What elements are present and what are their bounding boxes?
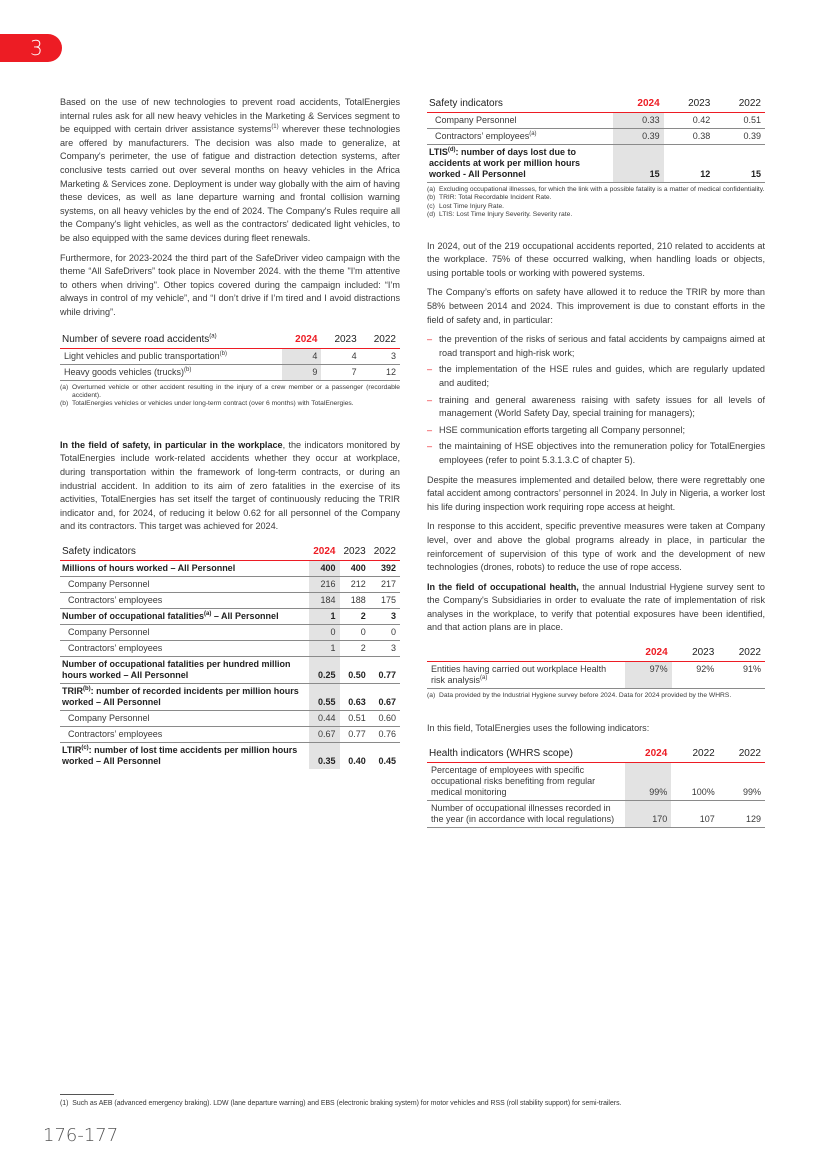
road-accidents-table xyxy=(60,332,400,381)
chapter-tab: 3 xyxy=(0,34,62,62)
health-risk-analysis-table xyxy=(427,645,765,689)
table-header-title: Health indicators (WHRS scope) xyxy=(427,746,625,763)
health-indicators-table xyxy=(427,746,765,828)
footnote-divider xyxy=(60,1094,114,1095)
paragraph-fatal-accident: Despite the measures implemented and detailed below, there were regrettably one fatal accident among contractors’ personnel in 2024. In July in Nigeria, a worker lost his life during inspection work requiring rope access at height. xyxy=(427,474,765,512)
table-row: TRIR$^{(b)}$: number of recorded incidents per million hours worked – All Personnel 0.55 0.63 0.67 xyxy=(60,683,400,710)
year-header: 2023 xyxy=(672,645,719,662)
year-header: 2024 xyxy=(625,645,672,662)
left-column xyxy=(60,96,400,769)
table-row: Entities having carried out workplace Health risk analysis$^{(a)}$ 97% 92% 91% xyxy=(427,662,765,689)
footnote: (1) Such as AEB (advanced emergency braking). LDW (lane departure warning) and EBS (electronic braking system) for motor vehicles and RSS (roll stability support) for semi-trailers. xyxy=(60,1100,622,1107)
year-header: 2023 xyxy=(321,332,360,349)
list-item: – training and general awareness raising with safety issues for all levels of management (World Safety Day, special training for managers); xyxy=(427,394,765,421)
efforts-list xyxy=(427,333,765,467)
table-row: LTIS$^{(d)}$: number of days lost due to accidents at work per million hours worked - All Personnel 15 12 15 xyxy=(427,145,765,183)
table-row: Contractors’ employees 0.67 0.77 0.76 xyxy=(60,726,400,742)
list-item: – the maintaining of HSE objectives into the remuneration policy for TotalEnergies employees (refer to point 5.3.1.3.C of chapter 5). xyxy=(427,440,765,467)
table-notes: (a) Excluding occupational illnesses, for which the link with a possible fatality is a matter of medical confidentiality. (b) TRIR: Total Recordable Incident Rate. (c) Lost Time Injury Rate. (d) LTIS: Lost Time Injury Severity. Severity rate. xyxy=(427,186,765,219)
paragraph-indicators-intro: In this field, TotalEnergies uses the following indicators: xyxy=(427,723,650,734)
table-row: Contractors’ employees 184 188 175 xyxy=(60,592,400,608)
year-header: 2022 xyxy=(671,746,718,763)
safety-indicators-table xyxy=(60,544,400,769)
safety-indicators-table-continued xyxy=(427,96,765,183)
table-header-title: Safety indicators xyxy=(427,96,613,113)
year-header: 2022 xyxy=(719,746,765,763)
table-row: Heavy goods vehicles (trucks)$^{(b)}$ 9 7 12 xyxy=(60,364,400,380)
table-row: Number of occupational illnesses recorded in the year (in accordance with local regulations) 170 107 129 xyxy=(427,801,765,828)
year-header: 2024 xyxy=(282,332,321,349)
table-row: Percentage of employees with specific occupational risks benefiting from regular medical monitoring 99% 100% 99% xyxy=(427,763,765,801)
year-header: 2022 xyxy=(718,645,765,662)
list-item: – the prevention of the risks of serious and fatal accidents by campaigns aimed at road transport and high-risk work; xyxy=(427,333,765,360)
year-header: 2023 xyxy=(340,544,370,561)
table-row: LTIR$^{(c)}$: number of lost time accidents per million hours worked – All Personnel 0.35 0.40 0.45 xyxy=(60,742,400,769)
table-row: Company Personnel 216 212 217 xyxy=(60,576,400,592)
table-row: Company Personnel 0.44 0.51 0.60 xyxy=(60,710,400,726)
list-item: – HSE communication efforts targeting all Company personnel; xyxy=(427,424,765,438)
table-row: Number of occupational fatalities per hundred million hours worked – All Personnel 0.25 0.50 0.77 xyxy=(60,656,400,683)
year-header: 2022 xyxy=(361,332,400,349)
paragraph-trir-reduction: The Company’s efforts on safety have allowed it to reduce the TRIR by more than 58% between 2014 and 2024. This improvement is due to constant efforts in the field of safety and, in particular: xyxy=(427,287,765,325)
year-header: 2022 xyxy=(714,96,765,113)
year-header: 2024 xyxy=(613,96,664,113)
year-header: 2022 xyxy=(370,544,400,561)
paragraph-workplace-safety: In the field of safety, in particular in the workplace, the indicators monitored by TotalEnergies include work-related accidents whether they occur at workplace, during transportation within the framework of long-term contracts, or during an industrial accident. In addition to its aim of zero fatalities in the exercise of its activities, TotalEnergies has set itself the target of continuously reducing the TRIR indicator and, for 2024, of reducing it below 0.62 for all personnel of the Company and its contractors. This target was achieved for 2024. xyxy=(60,439,400,532)
table-row: Light vehicles and public transportation$^{(b)}$ 4 4 3 xyxy=(60,348,400,364)
year-header: 2024 xyxy=(625,746,671,763)
paragraph-safedriver: Furthermore, for 2023-2024 the third part of the SafeDriver video campaign with the theme “All SafeDrivers” took place in November 2024. with the theme "I'm attentive to others when driving". Other topics covered during the campaign included: “I’m always in control of my vehicle”, and “I don’t drive if I’m tired and I avoid distractions while driving”. xyxy=(60,252,400,317)
table-header-title: Number of severe road accidents$^{(a)}$ xyxy=(60,332,282,349)
table-row: Company Personnel 0 0 0 xyxy=(60,624,400,640)
list-item: – the implementation of the HSE rules and guides, which are regularly updated and audited; xyxy=(427,363,765,390)
table-notes: (a) Overturned vehicle or other accident resulting in the injury of a crew member or a passenger (recordable accident). (b) TotalEnergies vehicles or vehicles under long-term contract (over 6 months) with TotalEnergies. xyxy=(60,383,400,408)
page-number: 176-177 xyxy=(43,1125,119,1146)
table-row: Contractors’ employees 1 2 3 xyxy=(60,640,400,656)
table-notes: (a) Data provided by the Industrial Hygiene survey before 2024. Data for 2024 provided by the WHRS. xyxy=(427,692,732,700)
table-row: Contractors’ employees$^{(a)}$ 0.39 0.38 0.39 xyxy=(427,129,765,145)
paragraph-preventive-measures: In response to this accident, specific preventive measures were taken at Company level, over and above the global programs already in place, in particular the reinforcement of supervision of this type of work and the development of new technologies (drones, robots) to reduce the use of rope access. xyxy=(427,521,765,573)
year-header: 2023 xyxy=(664,96,715,113)
right-column xyxy=(427,96,765,828)
table-row: Millions of hours worked – All Personnel 400 400 392 xyxy=(60,560,400,576)
paragraph-accidents-2024: In 2024, out of the 219 occupational accidents reported, 210 related to accidents at the workplace. 75% of these occurred walking, when handling loads or objects, using portable tools or working with powered systems. xyxy=(427,240,765,278)
table-header-title: Safety indicators xyxy=(60,544,309,561)
paragraph-road-tech: Based on the use of new technologies to prevent road accidents, TotalEnergies internal rules ask for all new heavy vehicles in the Marketing & Services segment to be equipped with certain driver assistance systems$^{(1)}$ wherever these technologies are offered by manufacturers. The decision was also made to generalize, at Company's perimeter, the use of fatigue and distraction detection systems, after conclusive tests carried out over several months on heavy vehicles in the Africa Marketing & Services zone. Deployment is under way globally with the aim of having these devices, as well as lane departure warning and frontal collision warning systems, on all heavy vehicles by the end of 2024. The Company's Rules require all the Company's light vehicles, as well as the contractors' dedicated light vehicles, to be also equipped with the same devices during fleet renewals. xyxy=(60,97,400,243)
paragraph-occupational-health: In the field of occupational health, the annual Industrial Hygiene survey sent to the Company's Subsidiaries in order to evaluate the rate of implementation of risk analyses in the workplace, to verify that potential exposures have been identified, and that action plans are in place. xyxy=(427,581,765,633)
table-row: Company Personnel 0.33 0.42 0.51 xyxy=(427,113,765,129)
table-row: Number of occupational fatalities$^{(a)}$ – All Personnel 1 2 3 xyxy=(60,608,400,624)
year-header: 2024 xyxy=(309,544,339,561)
